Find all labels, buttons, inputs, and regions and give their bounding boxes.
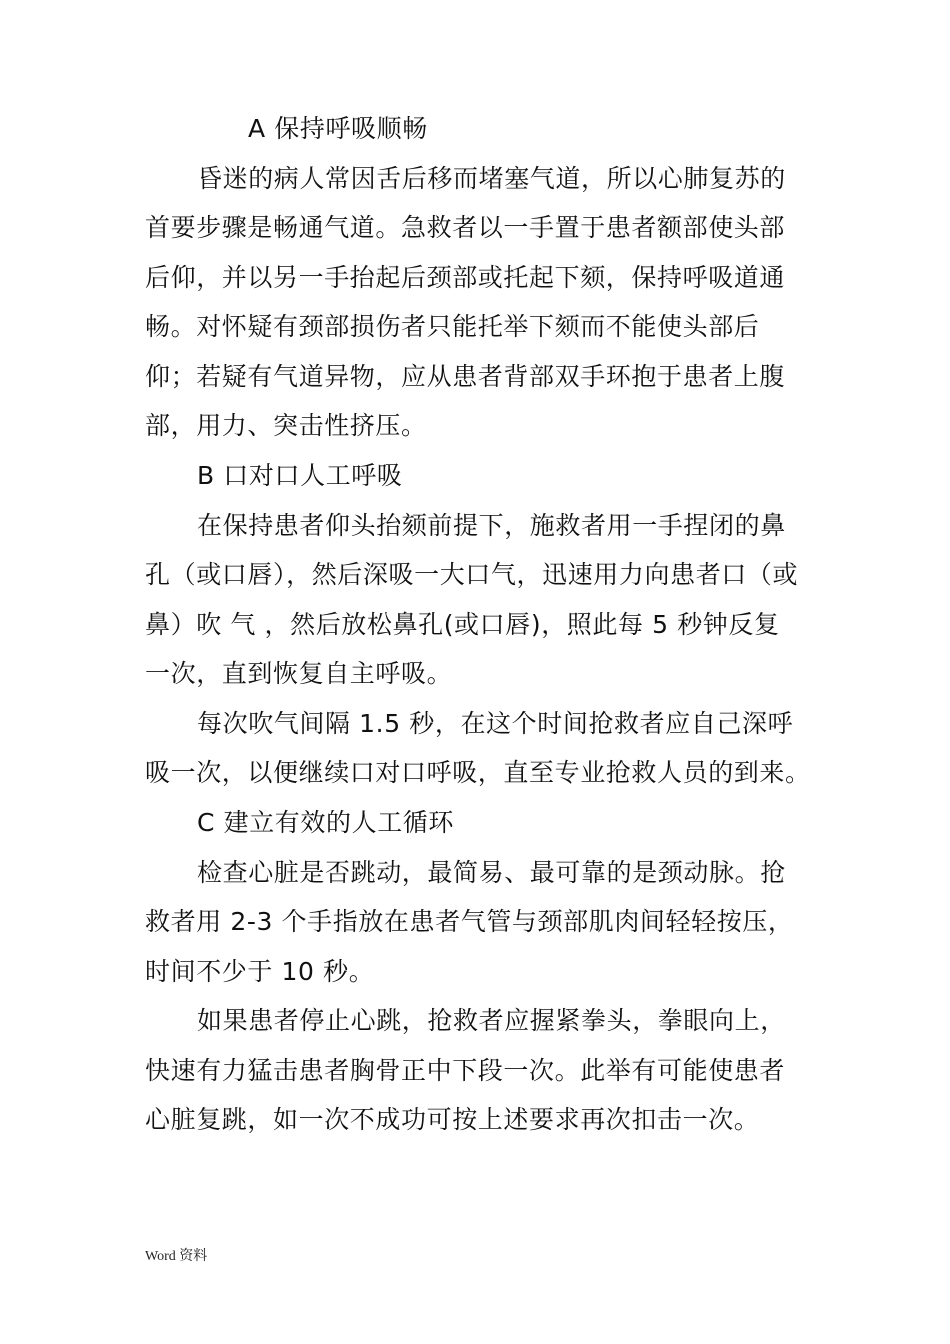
paragraph-line: 时间不少于 10 秒。 — [145, 957, 375, 986]
paragraph-line: 首要步骤是畅通气道。急救者以一手置于患者额部使头部 — [145, 213, 786, 242]
paragraph-line: 快速有力猛击患者胸骨正中下段一次。此举有可能使患者 — [145, 1056, 786, 1085]
paragraph-line: 部，用力、突击性挤压。 — [145, 411, 427, 440]
paragraph-line: 救者用 2-3 个手指放在患者气管与颈部肌肉间轻轻按压， — [145, 907, 794, 936]
paragraph-line: 昏迷的病人常因舌后移而堵塞气道，所以心肺复苏的 — [197, 164, 786, 193]
paragraph-line: 孔（或口唇），然后深吸一大口气，迅速用力向患者口（或 — [145, 560, 799, 589]
section-heading-c: C 建立有效的人工循环 — [197, 808, 455, 837]
paragraph-line: 畅。对怀疑有颈部损伤者只能托举下颏而不能使头部后 — [145, 312, 760, 341]
paragraph-line: 吸一次，以便继续口对口呼吸，直至专业抢救人员的到来。 — [145, 758, 811, 787]
paragraph-line: 如果患者停止心跳，抢救者应握紧拳头，拳眼向上， — [197, 1006, 786, 1035]
section-heading-b: B 口对口人工呼吸 — [197, 461, 403, 490]
paragraph-line: 鼻）吹 气 ，然后放松鼻孔(或口唇)，照此每 5 秒钟反复 — [145, 610, 780, 639]
paragraph-line: 后仰，并以另一手抬起后颈部或托起下颏，保持呼吸道通 — [145, 263, 786, 292]
paragraph-line: 每次吹气间隔 1.5 秒，在这个时间抢救者应自己深呼 — [197, 709, 794, 738]
paragraph-line: 一次，直到恢复自主呼吸。 — [145, 659, 453, 688]
paragraph-line: 心脏复跳，如一次不成功可按上述要求再次扣击一次。 — [145, 1105, 760, 1134]
paragraph-line: 在保持患者仰头抬颏前提下，施救者用一手捏闭的鼻 — [197, 511, 786, 540]
page-footer: Word 资料 — [145, 1249, 208, 1264]
paragraph-line: 检查心脏是否跳动，最简易、最可靠的是颈动脉。抢 — [197, 858, 786, 887]
section-heading-a: A 保持呼吸顺畅 — [248, 114, 428, 143]
paragraph-line: 仰；若疑有气道异物，应从患者背部双手环抱于患者上腹 — [145, 362, 786, 391]
